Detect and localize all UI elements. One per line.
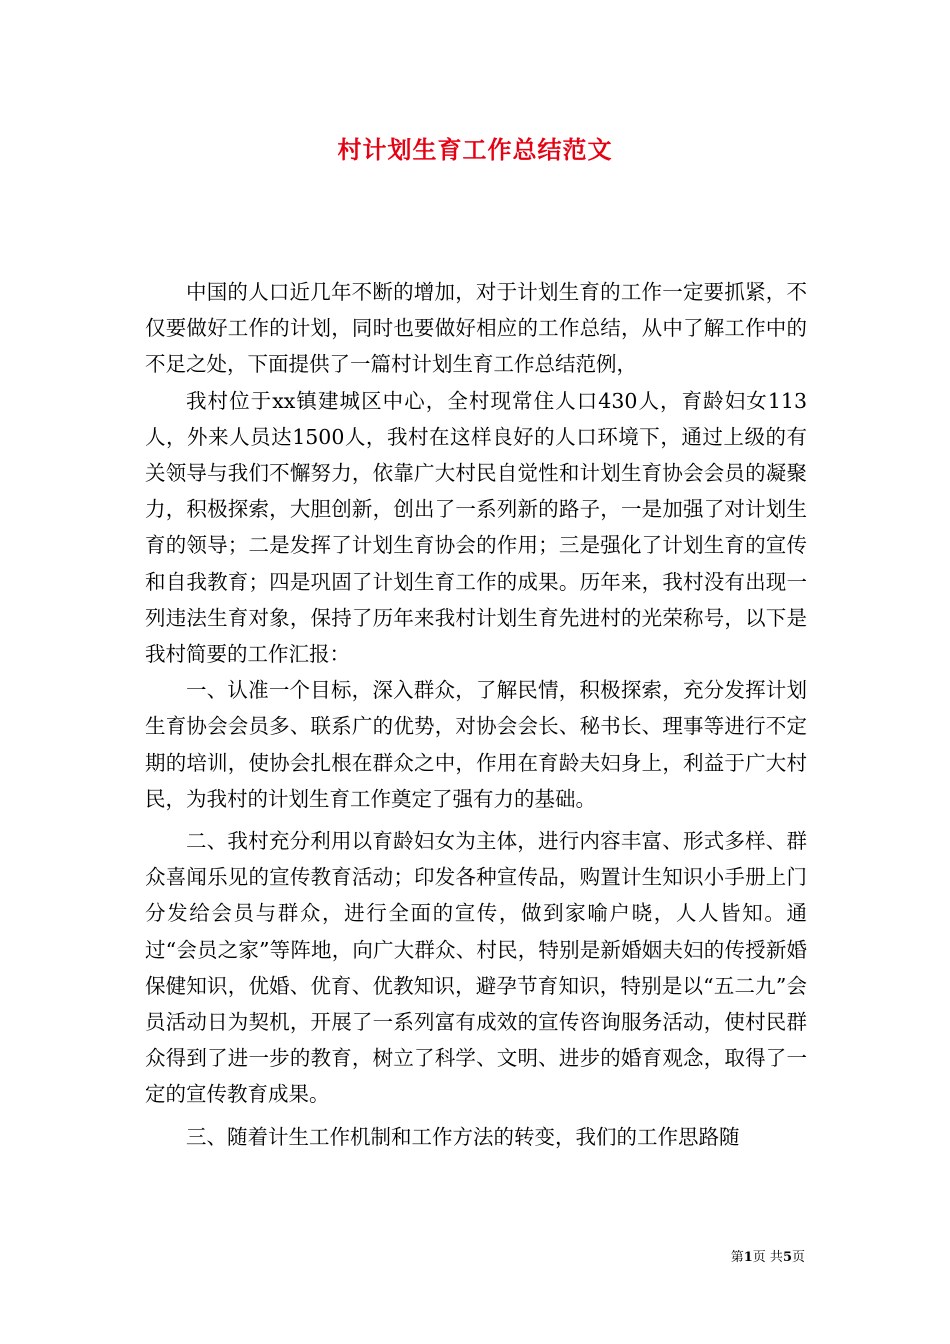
page-number-footer: [731, 1249, 805, 1267]
footer-middle: 页 共: [752, 1250, 783, 1265]
paragraph-section-two: 二、我村充分利用以育龄妇女为主体，进行内容丰富、形式多样、群众喜闻乐见的宣传教育活动；印发各种宣传品，购置计生知识小手册上门分发给会员与群众，进行全面的宣传，做到家喻户晓，人人皆知。通过“会员之家”等阵地，向广大群众、村民，特别是新婚姻夫妇的传授新婚保健知识，优婚、优育、优教知识，避孕节育知识，特别是以“五二九”会员活动日为契机，开展了一系列富有成效的宣传咨询服务活动，使村民群众得到了进一步的教育，树立了科学、文明、进步的婚育观念，取得了一定的宣传教育成果。: [145, 829, 807, 1107]
paragraph-section-three: 三、随着计生工作机制和工作方法的转变，我们的工作思路随: [186, 1124, 740, 1149]
paragraph-village-overview: 我村位于xx镇建城区中心，全村现常住人口430人，育龄妇女113人，外来人员达1500人，我村在这样良好的人口环境下，通过上级的有关领导与我们不懈努力，依靠广大村民自觉性和计划生育协会会员的凝聚力，积极探索，大胆创新，创出了一系列新的路子，一是加强了对计划生育的领导；二是发挥了计划生育协会的作用；三是强化了计划生育的宣传和自我教育；四是巩固了计划生育工作的成果。历年来，我村没有出现一列违法生育对象，保持了历年来我村计划生育先进村的光荣称号，以下是我村简要的工作汇报：: [145, 388, 807, 667]
footer-suffix: 页: [791, 1250, 805, 1265]
footer-current-page: 1: [743, 1250, 753, 1265]
footer-total-pages: 5: [782, 1250, 792, 1265]
document-title: 村计划生育工作总结范文: [337, 135, 613, 164]
paragraph-section-one: 一、认准一个目标，深入群众，了解民情，积极探索，充分发挥计划生育协会会员多、联系广的优势，对协会会长、秘书长、理事等进行不定期的培训，使协会扎根在群众之中，作用在育龄夫妇身上，利益于广大村民，为我村的计划生育工作奠定了强有力的基础。: [145, 678, 807, 811]
document-body: [145, 274, 807, 1155]
footer-prefix: 第: [730, 1250, 744, 1265]
paragraph-intro: 中国的人口近几年不断的增加，对于计划生育的工作一定要抓紧，不仅要做好工作的计划，同时也要做好相应的工作总结，从中了解工作中的不足之处，下面提供了一篇村计划生育工作总结范例，: [145, 280, 807, 377]
